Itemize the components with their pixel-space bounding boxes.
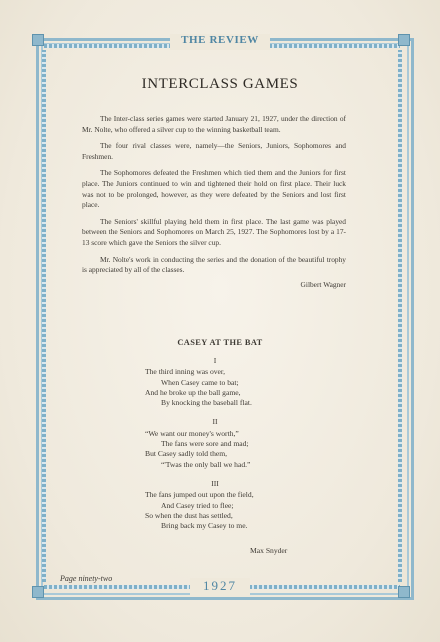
corner-ornament-bottom-left: [32, 586, 44, 598]
page-number: Page ninety-two: [60, 574, 113, 583]
poem-line: By knocking the baseball flat.: [161, 398, 252, 408]
stanza-number: II: [212, 417, 218, 427]
poem-line: The third inning was over,: [145, 367, 226, 377]
border-pattern-left: [42, 50, 46, 582]
footer-year: 1927: [190, 578, 250, 596]
poem-stanza: [145, 417, 345, 469]
poem-line: The fans were sore and mad;: [161, 439, 249, 449]
article-title: INTERCLASS GAMES: [141, 76, 299, 92]
article-paragraph: The Sophomores defeated the Freshmen which tied them and the Juniors for first place. The Juniors continued to win and tightened their hold on first place. Their luck was not to be prolonged, however, as they were defeated by the Seniors and lost first place.: [82, 168, 346, 210]
poem-title: CASEY AT THE BAT: [177, 338, 263, 347]
article-paragraph: The four rival classes were, namely—the Seniors, Juniors, Sophomores and Freshmen.: [82, 141, 346, 161]
corner-ornament-top-right: [398, 34, 410, 46]
corner-ornament-top-left: [32, 34, 44, 46]
stanza-number: I: [213, 356, 217, 365]
poem-line: And Casey tried to flee;: [161, 500, 234, 510]
article-body: [82, 114, 346, 290]
poem-author: Max Snyder: [250, 546, 288, 555]
stanza-number: III: [211, 478, 219, 488]
poem-line: “'Twas the only ball we had.”: [161, 459, 251, 469]
border-pattern-right: [398, 50, 402, 582]
poem-line: So when the dust has settled,: [145, 510, 233, 520]
article-paragraph: The Inter-class series games were started January 21, 1927, under the direction of Mr. Nolte, who offered a silver cup to the winning basketball team.: [82, 114, 346, 134]
poem-line: But Casey sadly told them,: [145, 449, 228, 459]
poem-line: The fans jumped out upon the field,: [145, 490, 254, 500]
poem-body: [145, 356, 345, 540]
poem-line: Bring back my Casey to me.: [161, 521, 248, 531]
corner-ornament-bottom-right: [398, 586, 410, 598]
article-author: Gilbert Wagner: [300, 279, 346, 289]
article-paragraph: The Seniors' skillful playing held them in first place. The last game was played between the Seniors and Sophomores on March 25, 1927. The Sophomores lost by a 17-13 score which gave the Seniors the silver cup.: [82, 216, 346, 247]
running-header: THE REVIEW: [170, 34, 270, 50]
poem-stanza: [145, 479, 345, 531]
poem-line: “We want our money's worth,”: [145, 428, 239, 438]
article-paragraph: Mr. Nolte's work in conducting the series and the donation of the beautiful trophy is appreciated by all of the classes.: [82, 254, 346, 275]
poem-line: When Casey came to bat;: [161, 377, 239, 387]
poem-line: And he broke up the ball game,: [145, 387, 241, 397]
poem-stanza: [145, 356, 345, 408]
